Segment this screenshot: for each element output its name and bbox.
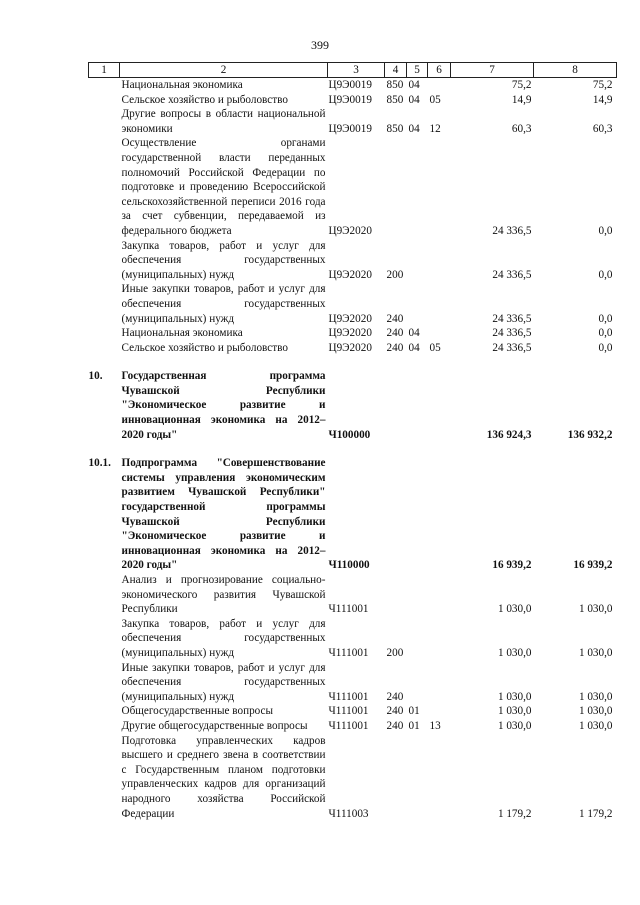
column-header-4: 4 <box>385 63 407 78</box>
row-expense-type: 240 <box>386 690 404 703</box>
row-section <box>407 136 428 238</box>
row-target-code: Ч111001 <box>328 690 369 703</box>
row-expense-type: 200 <box>386 646 404 659</box>
row-amount-2020: 0,0 <box>598 327 613 340</box>
row-expense-type <box>385 136 407 238</box>
row-number <box>89 617 120 661</box>
row-amount-2020: 1 030,0 <box>578 690 613 703</box>
row-amount-2019: 75,2 <box>511 79 532 91</box>
row-target-code: Ч111001 <box>328 603 369 616</box>
row-amount-2020: 1 179,2 <box>578 807 613 820</box>
table-row <box>89 239 617 283</box>
row-section: 04 <box>408 122 420 135</box>
row-target-code: Ц9Э2020 <box>328 341 372 354</box>
row-subsection <box>428 282 451 326</box>
row-section: 01 <box>408 705 420 718</box>
row-expense-type <box>385 734 407 822</box>
row-amount-2019: 14,9 <box>511 93 532 106</box>
row-target-code: Ц9Э2020 <box>328 268 372 281</box>
spacer-row <box>89 355 617 369</box>
row-name: Подпрограмма "Совершенствование системы управления экономическим развитием Чувашской Республики" государственной программы Чувашской Республики "Экономическое развитие и инновационная экономика на 2012–2020 годы" <box>121 457 326 572</box>
row-expense-type: 200 <box>386 268 404 281</box>
row-amount-2019: 1 030,0 <box>497 719 532 732</box>
row-section: 04 <box>408 341 420 354</box>
row-amount-2019: 60,3 <box>511 122 532 135</box>
row-target-code: Ц9Э0019 <box>328 122 372 135</box>
row-number: 10. <box>88 370 103 383</box>
row-target-code: Ц9Э0019 <box>328 79 372 91</box>
row-number <box>89 704 120 719</box>
row-expense-type: 240 <box>386 341 404 354</box>
row-subsection: 05 <box>429 93 441 106</box>
row-amount-2019: 24 336,5 <box>492 224 532 237</box>
row-section: 01 <box>408 719 420 732</box>
spacer-row <box>89 442 617 456</box>
row-subsection <box>428 369 451 442</box>
row-number <box>89 282 120 326</box>
table-row <box>89 661 617 705</box>
row-amount-2020: 1 030,0 <box>578 705 613 718</box>
row-expense-type <box>385 456 407 573</box>
row-amount-2020: 1 030,0 <box>578 719 613 732</box>
row-expense-type: 240 <box>386 705 404 718</box>
row-subsection <box>428 617 451 661</box>
row-name: Закупка товаров, работ и услуг для обеспечения государственных (муниципальных) нужд <box>121 617 326 659</box>
row-number <box>89 661 120 705</box>
spacer-cell <box>89 355 617 369</box>
row-subsection <box>428 704 451 719</box>
row-expense-type: 240 <box>386 719 404 732</box>
table-row <box>89 573 617 617</box>
table-row <box>89 341 617 356</box>
column-header-1: 1 <box>89 63 120 78</box>
table-body <box>89 78 617 822</box>
row-number <box>89 107 120 136</box>
row-amount-2020: 60,3 <box>592 122 613 135</box>
spacer-cell <box>89 442 617 456</box>
row-name: Закупка товаров, работ и услуг для обеспечения государственных (муниципальных) нужд <box>121 239 326 281</box>
row-number <box>89 573 120 617</box>
row-amount-2019: 136 924,3 <box>486 428 532 441</box>
budget-table <box>88 62 617 821</box>
table-row <box>89 136 617 238</box>
row-number <box>89 326 120 341</box>
row-name: Национальная экономика <box>121 79 243 91</box>
row-section <box>407 282 428 326</box>
row-target-code: Ч111003 <box>328 807 369 820</box>
row-section <box>407 617 428 661</box>
row-amount-2019: 24 336,5 <box>492 327 532 340</box>
row-subsection <box>428 456 451 573</box>
row-subsection <box>428 573 451 617</box>
table-row <box>89 369 617 442</box>
row-subsection: 05 <box>429 341 441 354</box>
row-amount-2019: 24 336,5 <box>492 312 532 325</box>
row-number: 10.1. <box>88 457 111 470</box>
row-number <box>89 239 120 283</box>
table-row <box>89 734 617 822</box>
row-subsection <box>428 78 451 93</box>
column-header-5: 5 <box>407 63 428 78</box>
row-amount-2020: 1 030,0 <box>578 646 613 659</box>
row-number <box>89 78 120 93</box>
row-target-code: Ц9Э0019 <box>328 93 372 106</box>
row-amount-2020: 14,9 <box>592 93 613 106</box>
row-expense-type: 850 <box>386 79 404 91</box>
row-section <box>407 661 428 705</box>
row-subsection: 12 <box>429 122 441 135</box>
row-amount-2020: 75,2 <box>592 79 613 91</box>
table-header <box>89 63 617 78</box>
row-expense-type: 240 <box>386 312 404 325</box>
row-expense-type: 240 <box>386 327 404 340</box>
table-row <box>89 282 617 326</box>
row-expense-type: 850 <box>386 122 404 135</box>
row-subsection: 13 <box>429 719 441 732</box>
column-header-7: 7 <box>451 63 534 78</box>
row-subsection <box>428 661 451 705</box>
row-number <box>89 341 120 356</box>
row-number <box>89 719 120 734</box>
row-expense-type <box>385 369 407 442</box>
row-section <box>407 734 428 822</box>
row-number <box>89 93 120 108</box>
row-section <box>407 369 428 442</box>
row-name: Иные закупки товаров, работ и услуг для обеспечения государственных (муниципальных) нужд <box>121 661 326 703</box>
row-amount-2020: 1 030,0 <box>578 603 613 616</box>
column-header-6: 6 <box>428 63 451 78</box>
table-row <box>89 704 617 719</box>
row-target-code: Ч111001 <box>328 646 369 659</box>
table-row <box>89 617 617 661</box>
row-name: Общегосударственные вопросы <box>121 705 274 718</box>
row-subsection <box>428 734 451 822</box>
row-subsection <box>428 326 451 341</box>
row-name: Другие общегосударственные вопросы <box>121 719 308 732</box>
row-subsection <box>428 239 451 283</box>
table-row <box>89 719 617 734</box>
table-row <box>89 107 617 136</box>
row-amount-2020: 0,0 <box>598 268 613 281</box>
row-amount-2020: 0,0 <box>598 224 613 237</box>
row-name: Государственная программа Чувашской Республики "Экономическое развитие и инновационная экономика на 2012–2020 годы" <box>121 370 326 441</box>
row-target-code: Ч100000 <box>328 428 371 441</box>
table-row <box>89 93 617 108</box>
row-target-code: Ц9Э2020 <box>328 224 372 237</box>
row-target-code: Ч110000 <box>328 559 370 572</box>
row-expense-type: 850 <box>386 93 404 106</box>
row-name: Анализ и прогнозирование социально-экономического развития Чувашской Республики <box>121 574 326 616</box>
table-row <box>89 456 617 573</box>
row-number <box>89 734 120 822</box>
row-amount-2019: 24 336,5 <box>492 268 532 281</box>
row-subsection <box>428 136 451 238</box>
row-amount-2019: 24 336,5 <box>492 341 532 354</box>
row-target-code: Ц9Э2020 <box>328 327 372 340</box>
page-number: 399 <box>311 38 329 52</box>
row-section <box>407 239 428 283</box>
row-amount-2019: 1 030,0 <box>497 705 532 718</box>
row-amount-2019: 1 179,2 <box>497 807 532 820</box>
row-target-code: Ч111001 <box>328 719 369 732</box>
row-name: Осуществление органами государственной власти переданных полномочий Российской Федерации по подготовке и проведению Всероссийской сельскохозяйственной переписи 2016 года за счет субвенции, передаваемой из федерального бюджета <box>121 137 326 237</box>
row-name: Сельское хозяйство и рыболовство <box>121 341 288 354</box>
column-header-2: 2 <box>120 63 328 78</box>
column-header-3: 3 <box>328 63 385 78</box>
table-row <box>89 326 617 341</box>
row-section: 04 <box>408 327 420 340</box>
row-amount-2019: 1 030,0 <box>497 646 532 659</box>
row-name: Сельское хозяйство и рыболовство <box>121 93 288 106</box>
row-section <box>407 456 428 573</box>
row-section: 04 <box>408 93 420 106</box>
table-row <box>89 78 617 93</box>
row-name: Другие вопросы в области национальной экономики <box>121 108 326 135</box>
row-section: 04 <box>408 79 420 91</box>
row-name: Подготовка управленческих кадров высшего и среднего звена в соответствии с Государственным планом подготовки управленческих кадров для организаций народного хозяйства Российской Федерации <box>121 734 326 820</box>
row-amount-2020: 136 932,2 <box>567 428 613 441</box>
row-amount-2019: 1 030,0 <box>497 690 532 703</box>
row-expense-type <box>385 573 407 617</box>
row-amount-2020: 0,0 <box>598 312 613 325</box>
row-amount-2020: 0,0 <box>598 341 613 354</box>
row-amount-2019: 16 939,2 <box>492 559 532 572</box>
row-section <box>407 573 428 617</box>
row-target-code: Ч111001 <box>328 705 369 718</box>
row-amount-2020: 16 939,2 <box>573 559 613 572</box>
row-name: Иные закупки товаров, работ и услуг для обеспечения государственных (муниципальных) нужд <box>121 283 326 325</box>
row-amount-2019: 1 030,0 <box>497 603 532 616</box>
row-number <box>89 136 120 238</box>
row-name: Национальная экономика <box>121 327 243 340</box>
row-target-code: Ц9Э2020 <box>328 312 372 325</box>
column-header-8: 8 <box>534 63 617 78</box>
